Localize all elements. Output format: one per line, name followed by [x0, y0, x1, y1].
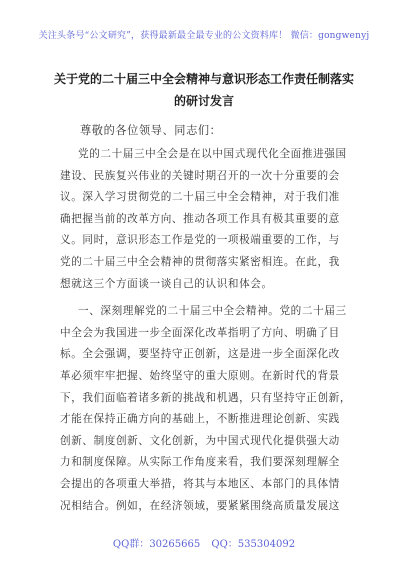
body-line: 义。同时，意识形态工作是党的一项极端重要的工作，与: [60, 234, 340, 247]
body-line: 一、深刻理解党的二十届三中全会精神。党的二十届三: [78, 305, 347, 318]
footer-qq: QQ：535304092: [211, 539, 296, 550]
document-title-line-1: 关于党的二十届三中全会精神与意识形态工作责任制落实: [53, 72, 354, 86]
body-line: 议。深入学习贯彻党的二十届三中全会精神，对于我们准: [60, 191, 340, 204]
header-note: 关注头条号“公文研究”，获得最新最全最专业的公文资料库！ 微信：gongwenyj: [38, 31, 370, 41]
document-title-line-2: 的研讨发言: [173, 94, 234, 108]
body-line: 确把握当前的改革方向、推动各项工作具有极其重要的意: [60, 212, 340, 225]
body-line: 力和制度保障。从实际工作角度来看，我们要深刻理解全: [60, 456, 340, 469]
body-line: 中全会为我国进一步全面深化改革指明了方向、明确了目: [60, 326, 340, 339]
body-line: 创新、制度创新、文化创新，为中国式现代化提供强大动: [60, 434, 340, 447]
body-line: 况相结合。例如，在经济领域，要紧紧围绕高质量发展这: [60, 499, 340, 512]
body-line: 才能在保持正确方向的基础上，不断推进理论创新、实践: [60, 413, 340, 426]
body-line: 建设、民族复兴伟业的关键时期召开的一次十分重要的会: [60, 169, 340, 182]
body-line: 想就这三个方面谈一谈自己的认识和体会。: [60, 277, 273, 290]
body-line: 革必须牢牢把握、始终坚守的重大原则。在新时代的背景: [60, 370, 340, 382]
body-line: 下，我们面临着诸多新的挑战和机遇，只有坚持守正创新，: [60, 391, 352, 404]
salutation: 尊敬的各位领导、同志们：: [80, 124, 222, 137]
body-line: 党的二十届三中全会精神的贯彻落实紧密相连。在此，我: [60, 256, 340, 268]
footer: [0, 535, 408, 550]
body-line: 标。全会强调，要坚持守正创新，这是进一步全面深化改: [60, 348, 340, 361]
body-line: 会提出的各项重大举措，将其与本地区、本部门的具体情: [60, 478, 340, 490]
footer-qq-group: QQ群：30265665: [112, 539, 201, 550]
body-line: 党的二十届三中全会是在以中国式现代化全面推进强国: [78, 148, 347, 160]
